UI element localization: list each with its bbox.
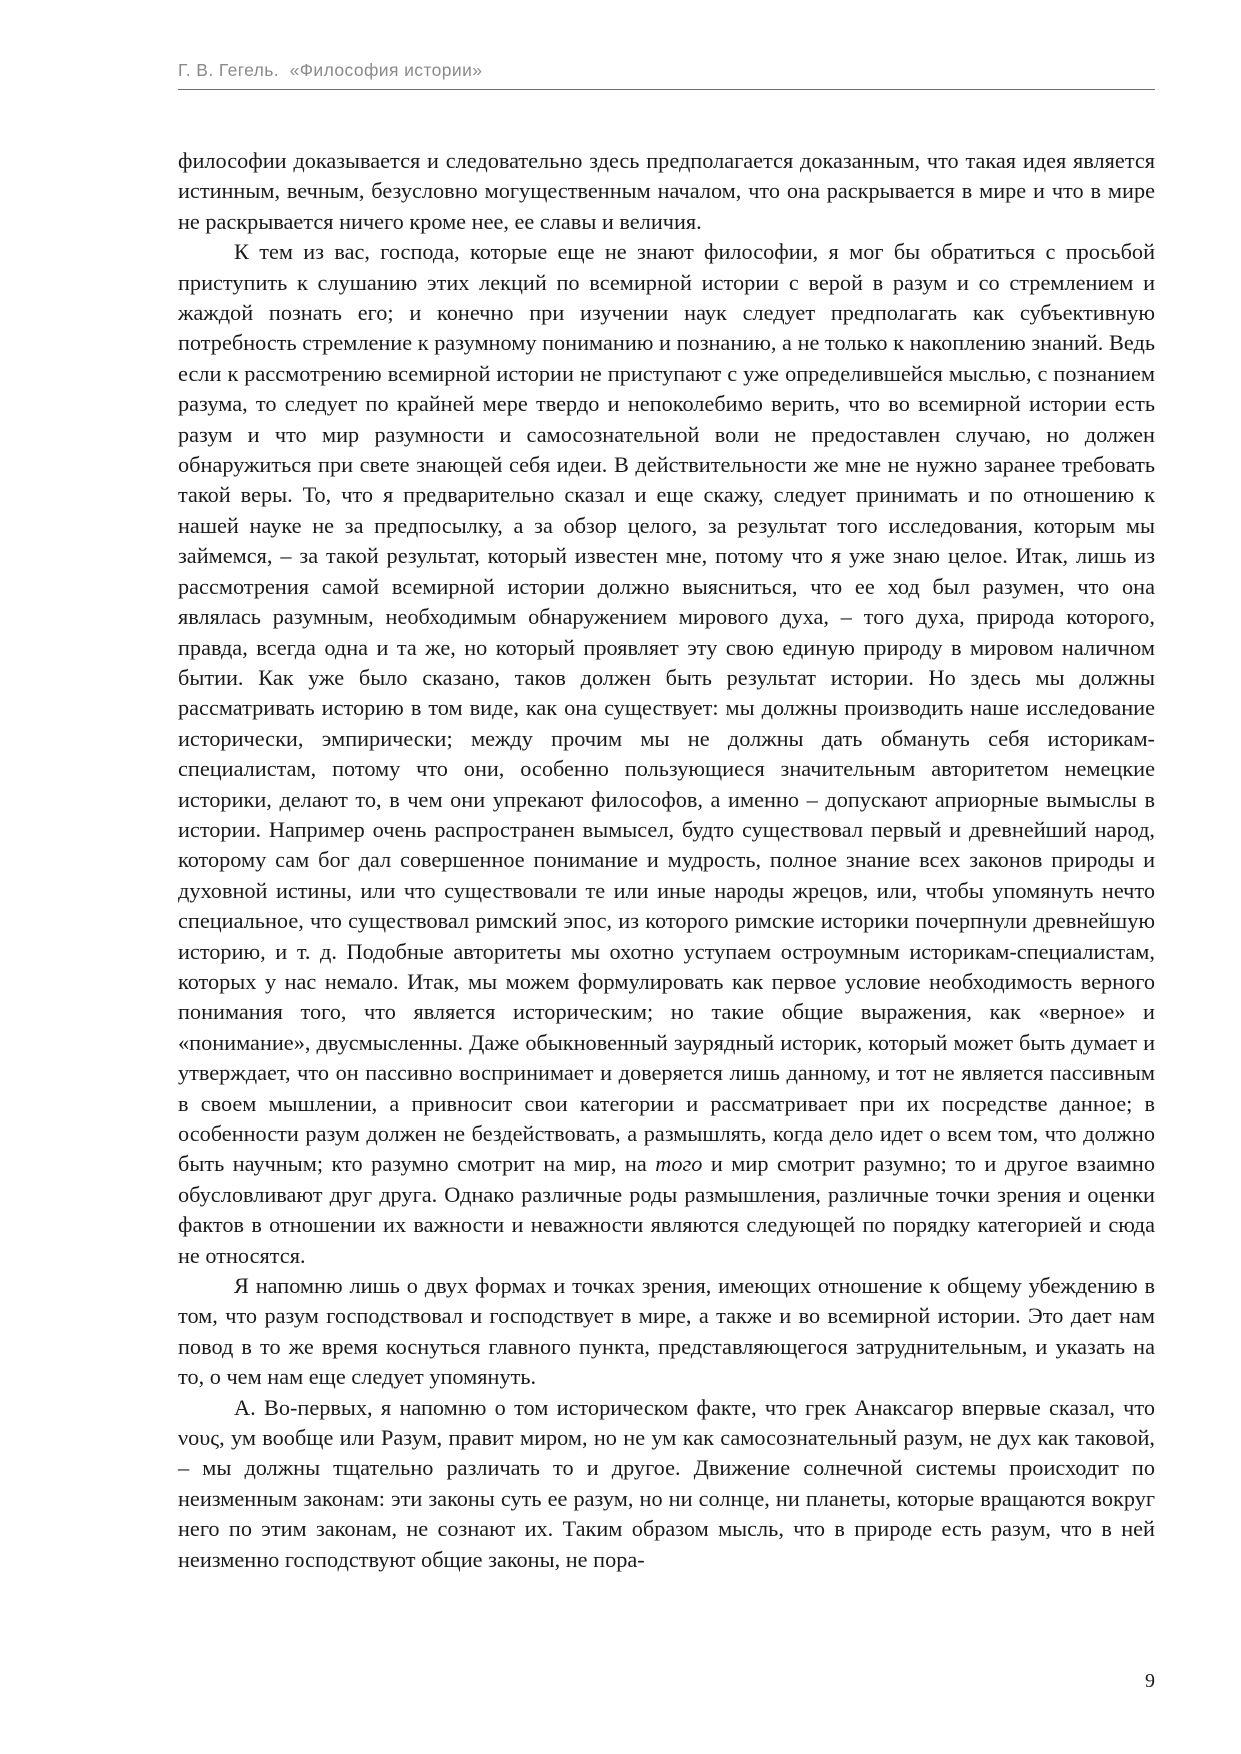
page-number: 9 xyxy=(1145,1670,1155,1692)
paragraph-2 xyxy=(178,237,1155,1271)
paragraph-4: А. Во-первых, я напомню о том историческом факте, что грек Анаксагор впервые сказал, что νους, ум вообще или Разум, правит миром, но не ум как самосознательный разум, не дух как таковой, – мы должны тщательно различать то и другое. Движение солнечной системы происходит по неизменным законам: эти законы суть ее разум, но ни солнце, ни планеты, которые вращаются вокруг него по этим законам, не сознают их. Таким образом мысль, что в природе есть разум, что в ней неизменно господствуют общие законы, не пора- xyxy=(178,1394,1155,1572)
paragraph-2-part-1: К тем из вас, господа, которые еще не знают философии, я мог бы обратиться с просьбой приступить к слушанию этих лекций по всемирной истории с верой в разум и со стремлением и жаждой познать его; и конечно при изучении наук следует предполагать как субъективную потребность стремление к разумному пониманию и познанию, а не только к накоплению знаний. Ведь если к рассмотрению всемирной истории не приступают с уже определившейся мыслью, с познанием разума, то следует по крайней мере твердо и непоколебимо верить, что во всемирной истории есть разум и что мир разумности и самосознательной воли не предоставлен случаю, но должен обнаружиться при свете знающей себя идеи. В действительности же мне не нужно заранее требовать такой веры. То, что я предварительно сказал и еще скажу, следует принимать и по отношению к нашей науке не за предпосылку, а за обзор целого, за результат того исследования, которым мы займемся, – за такой результат, который известен мне, потому что я уже знаю целое. Итак, лишь из рассмотрения самой всемирной истории должно выясниться, что ее ход был разумен, что она являлась разумным, необходимым обнаружением мирового духа, – того духа, природа которого, правда, всегда одна и та же, но который проявляет эту свою единую природу в мировом наличном бытии. Как уже было сказано, таков должен быть результат истории. Но здесь мы должны рассматривать историю в том виде, как она существует: мы должны производить наше исследование исторически, эмпирически; между прочим мы не должны дать обмануть себя историкам-специалистам, потому что они, особенно пользующиеся значительным авторитетом немецкие историки, делают то, в чем они упрекают философов, а именно – допускают априорные вымыслы в истории. Например очень распространен вымысел, будто существовал первый и древнейший народ, которому сам бог дал совершенное понимание и мудрость, полное знание всех законов природы и духовной истины, или что существовали те или иные народы жрецов, или, чтобы упомянуть нечто специальное, что существовал римский эпос, из которого римские историки почерпнули древнейшую историю, и т. д. Подобные авторитеты мы охотно уступаем остроумным историкам-специалистам, которых у нас немало. Итак, мы можем формулировать как первое условие необходимость верного понимания того, что является историческим; но такие общие выражения, как «верное» и «понимание», двусмысленны. Даже обыкновенный заурядный историк, который может быть думает и утверждает, что он пассивно воспринимает и доверяется лишь данному, и тот не является пассивным в своем мышлении, а привносит свои категории и рассматривает при их посредстве данное; в особенности разум должен не бездействовать, а размышлять, когда дело идет о всем том, что должно быть научным; кто разумно смотрит на мир, на xyxy=(178,239,1155,1177)
body-text xyxy=(178,146,1155,1575)
paragraph-2-emphasis: того xyxy=(655,1151,703,1177)
paragraph-1: философии доказывается и следовательно здесь предполагается доказанным, что такая идея является истинным, вечным, безусловно могущественным началом, что она раскрывается в мире и что в мире не раскрывается ничего кроме нее, ее славы и величия. xyxy=(178,148,1155,234)
running-header xyxy=(178,58,1155,90)
paragraph-3: Я напомню лишь о двух формах и точках зрения, имеющих отношение к общему убеждению в том, что разум господствовал и господствует в мире, а также и во всемирной истории. Это дает нам повод в то же время коснуться главного пункта, представляющегося затруднительным, и указать на то, о чем нам еще следует упомянуть. xyxy=(178,1273,1155,1390)
header-title: «Философия истории» xyxy=(289,60,483,80)
header-author: Г. В. Гегель. xyxy=(178,60,280,80)
paragraph-2-part-2: и мир смотрит разумно; то и другое взаимно обусловливают друг друга. Однако различные роды размышления, различные точки зрения и оценки фактов в отношении их важности и неважности являются следующей по порядку категорией и сюда не относятся. xyxy=(178,1151,1155,1268)
